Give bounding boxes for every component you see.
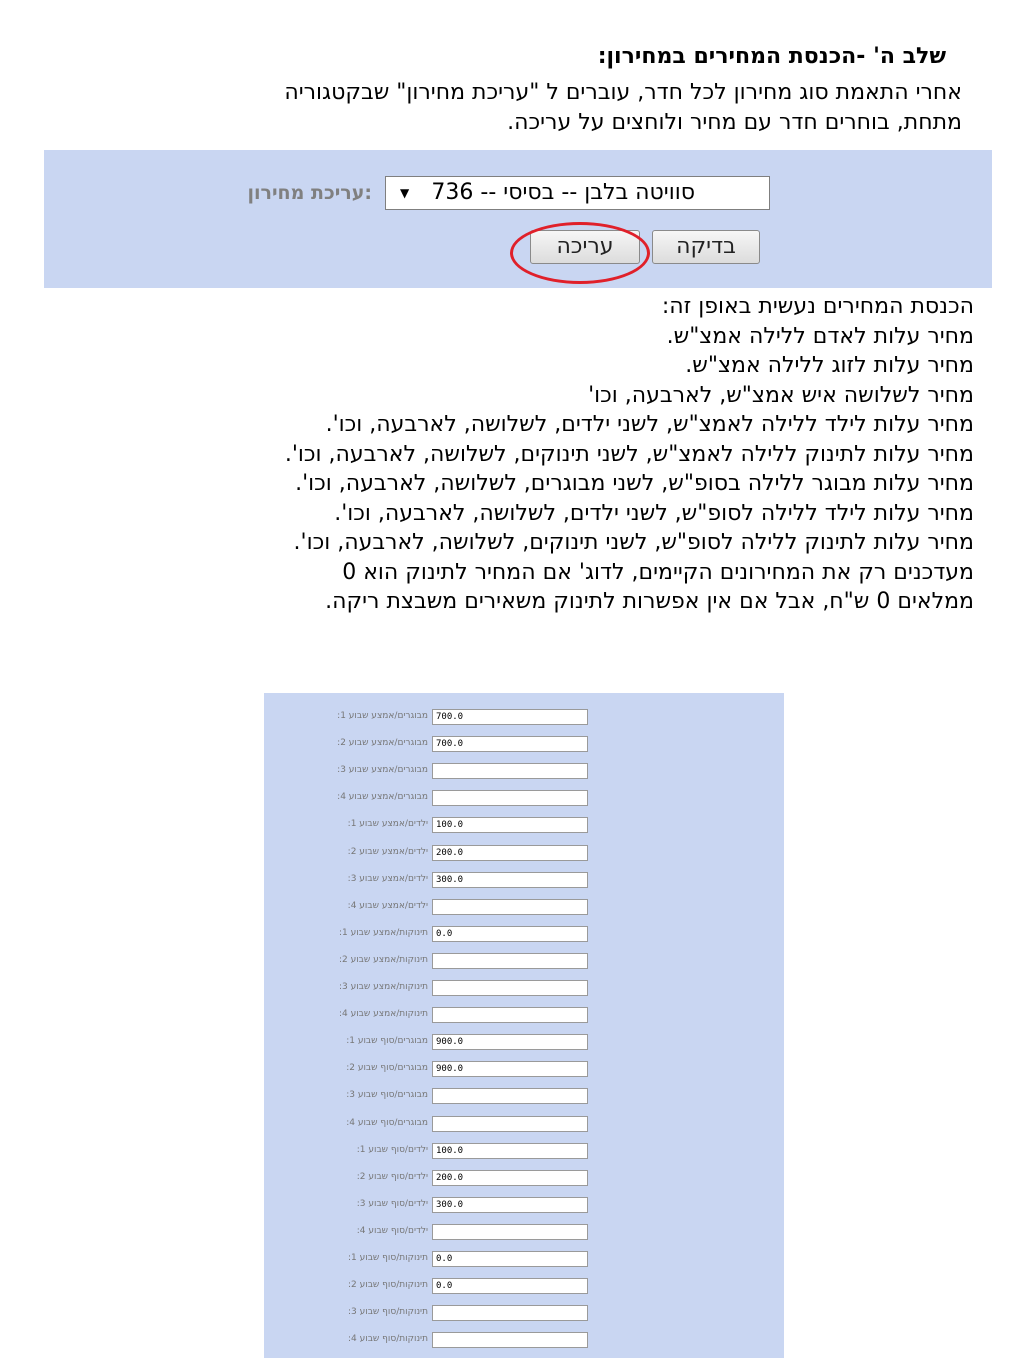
price-input[interactable]: 900.0 — [432, 1061, 588, 1077]
intro-line: מתחת, בוחרים חדר עם מחיר ולוחצים על עריכה. — [507, 110, 962, 135]
instruction-line: מחיר לשלושה איש אמצ"ש, לארבעה, וכו' — [588, 382, 974, 408]
instruction-line: מחיר עלות לאדם ללילה אמצ"ש. — [666, 323, 974, 349]
price-row — [264, 1169, 784, 1189]
price-row — [264, 1115, 784, 1135]
price-row — [264, 979, 784, 999]
price-input[interactable]: 700.0 — [432, 709, 588, 725]
price-row — [264, 1033, 784, 1053]
price-row — [264, 1060, 784, 1080]
instruction-line: מחיר עלות לילד ללילה לסופ"ש, לשני ילדים, לשלושה, לארבעה, וכו'. — [334, 500, 974, 526]
price-entry-form — [264, 693, 784, 1358]
price-row — [264, 1006, 784, 1026]
price-row — [264, 1142, 784, 1162]
intro-line: אחרי התאמת סוג מחירון לכל חדר, עוברים ל "עריכת מחירון" שבקטגוריה — [284, 80, 962, 105]
price-input[interactable]: 200.0 — [432, 1170, 588, 1186]
price-row-label: תינוקות/אמצע שבוע 2: — [338, 954, 428, 965]
price-row — [264, 925, 784, 945]
price-row — [264, 1250, 784, 1270]
price-row-label: מבוגרים/סוף שבוע 3: — [346, 1090, 428, 1101]
price-row-label: מבוגרים/אמצע שבוע 1: — [337, 711, 428, 721]
price-input[interactable]: 200.0 — [432, 845, 588, 861]
price-row-label: ילדים/אמצע שבוע 4: — [347, 900, 428, 911]
price-row-label: ילדים/אמצע שבוע 2: — [347, 846, 428, 857]
price-row-label: מבוגרים/סוף שבוע 1: — [346, 1036, 428, 1047]
price-row-label: מבוגרים/אמצע שבוע 3: — [337, 765, 428, 776]
instruction-line: הכנסת המחירים נעשית באופן זה: — [661, 294, 974, 319]
price-row — [264, 789, 784, 809]
price-input[interactable]: 100.0 — [432, 1143, 588, 1159]
price-input[interactable]: 300.0 — [432, 872, 588, 888]
price-row — [264, 952, 784, 972]
price-list-edit-panel — [44, 150, 992, 288]
price-input[interactable] — [432, 790, 588, 806]
page-title: שלב ה' -הכנסת המחירים במחירון: — [597, 44, 946, 69]
instruction-line: מעדכנים רק את המחירונים הקיימים, לדוג' אם המחיר לתינוק הוא 0 — [342, 559, 974, 585]
instruction-line: ממלאים 0 ש"ח, אבל אם אין אפשרות לתינוק משאירים משבצת ריקה. — [325, 589, 974, 614]
price-list-label: :עריכת מחירון — [247, 182, 372, 204]
price-row-label: ילדים/אמצע שבוע 3: — [347, 873, 428, 884]
price-input[interactable]: 0.0 — [432, 926, 588, 942]
price-input[interactable]: 0.0 — [432, 1251, 588, 1267]
price-list-select[interactable] — [385, 176, 770, 210]
edit-button[interactable]: עריכה — [530, 230, 640, 264]
price-row — [264, 898, 784, 918]
price-row-label: תינוקות/סוף שבוע 3: — [348, 1307, 428, 1318]
dropdown-arrow-icon: ▼ — [400, 186, 410, 200]
price-row-label: תינוקות/אמצע שבוע 1: — [338, 927, 428, 938]
price-input[interactable]: 300.0 — [432, 1197, 588, 1213]
price-row-label: תינוקות/סוף שבוע 4: — [348, 1334, 428, 1345]
price-row — [264, 1277, 784, 1297]
instruction-line: מחיר עלות מבוגר ללילה בסופ"ש, לשני מבוגרים, לשלושה, לארבעה, וכו'. — [295, 471, 974, 496]
price-input[interactable] — [432, 1116, 588, 1132]
price-row-label: ילדים/סוף שבוע 4: — [356, 1225, 428, 1236]
price-input[interactable] — [432, 1224, 588, 1240]
price-row-label: תינוקות/אמצע שבוע 4: — [338, 1009, 428, 1020]
price-list-select-value: סוויטה בלבן -- בסיסי -- 736 — [431, 180, 695, 205]
price-row-label: ילדים/אמצע שבוע 1: — [347, 819, 428, 830]
check-button[interactable]: בדיקה — [652, 230, 760, 264]
instruction-line: מחיר עלות לזוג ללילה אמצ"ש. — [685, 353, 974, 378]
price-input[interactable] — [432, 899, 588, 915]
price-row — [264, 816, 784, 836]
price-input[interactable]: 900.0 — [432, 1034, 588, 1050]
price-row-label: תינוקות/אמצע שבוע 3: — [338, 982, 428, 992]
price-input[interactable] — [432, 953, 588, 969]
price-input[interactable]: 700.0 — [432, 736, 588, 752]
price-row — [264, 844, 784, 864]
price-row — [264, 762, 784, 782]
price-row-label: מבוגרים/אמצע שבוע 2: — [337, 738, 428, 749]
price-row-label: מבוגרים/אמצע שבוע 4: — [337, 792, 428, 803]
price-row — [264, 708, 784, 728]
price-row-label: ילדים/סוף שבוע 3: — [356, 1198, 428, 1209]
price-row-label: ילדים/סוף שבוע 1: — [356, 1144, 428, 1155]
instruction-line: מחיר עלות לילד ללילה לאמצ"ש, לשני ילדים, לשלושה, לארבעה, וכו'. — [325, 412, 974, 437]
price-row — [264, 1331, 784, 1351]
instruction-line: מחיר עלות לתינוק ללילה לאמצ"ש, לשני תינוקים, לשלושה, לארבעה, וכו'. — [284, 441, 974, 467]
intro-paragraph — [100, 78, 962, 138]
instruction-line: מחיר עלות לתינוק ללילה לסופ"ש, לשני תינוקים, לשלושה, לארבעה, וכו'. — [293, 530, 974, 555]
price-input[interactable] — [432, 1305, 588, 1321]
price-row — [264, 1223, 784, 1243]
price-row-label: תינוקות/סוף שבוע 2: — [348, 1280, 428, 1291]
price-input[interactable] — [432, 1088, 588, 1104]
price-row — [264, 1087, 784, 1107]
price-row-label: ילדים/סוף שבוע 2: — [356, 1171, 428, 1182]
price-row — [264, 1304, 784, 1324]
price-row — [264, 735, 784, 755]
price-input[interactable] — [432, 1332, 588, 1348]
price-row-label: תינוקות/סוף שבוע 1: — [348, 1253, 428, 1263]
price-input[interactable]: 0.0 — [432, 1278, 588, 1294]
price-row-label: מבוגרים/סוף שבוע 4: — [346, 1117, 428, 1128]
price-row — [264, 871, 784, 891]
price-input[interactable]: 100.0 — [432, 817, 588, 833]
instructions — [100, 292, 974, 617]
price-row-label: מבוגרים/סוף שבוע 2: — [346, 1063, 428, 1074]
price-input[interactable] — [432, 1007, 588, 1023]
price-input[interactable] — [432, 980, 588, 996]
price-row — [264, 1196, 784, 1216]
price-input[interactable] — [432, 763, 588, 779]
